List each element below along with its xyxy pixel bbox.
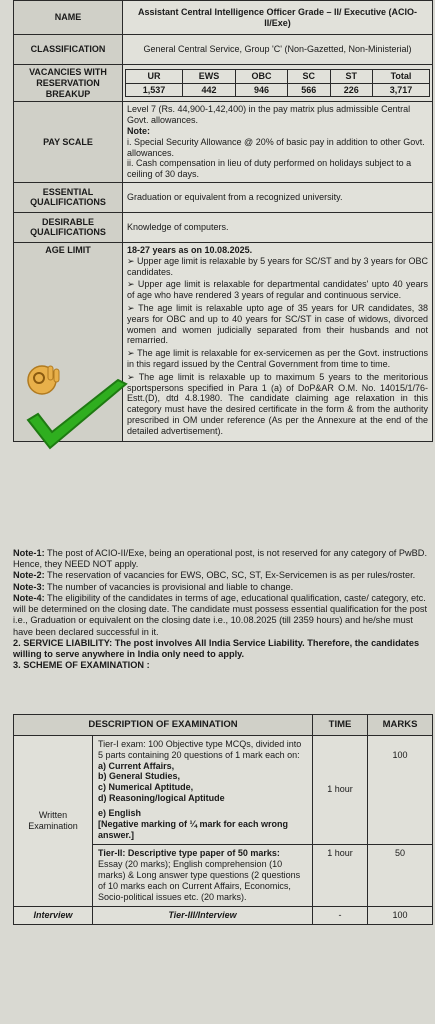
- note-2-label: Note-2:: [13, 570, 45, 581]
- tier1-item: a) Current Affairs,: [98, 760, 175, 771]
- tier1-description: [93, 735, 313, 845]
- vacancy-value: 1,537: [126, 83, 183, 97]
- tier1-note: [Negative marking of ¼ mark for each wrong answer.]: [98, 819, 289, 841]
- pay-value: [123, 102, 433, 183]
- age-point: ➢ The age limit is relaxable for ex-servicemen as per the Govt. instructions in this regard issued by the Central Government from time to time.: [127, 348, 428, 370]
- checkmark-icon: [22, 378, 132, 458]
- pay-label: PAY SCALE: [14, 102, 123, 183]
- name-value: Assistant Central Intelligence Officer Grade – II/ Executive (ACIO-II/Exe): [123, 1, 433, 35]
- tier1-item: c) Numerical Aptitude,: [98, 782, 194, 793]
- name-label: NAME: [14, 1, 123, 35]
- vacancies-label: VACANCIES WITH RESERVATION BREAKUP: [14, 65, 123, 102]
- age-head: 18-27 years as on 10.08.2025.: [127, 244, 253, 255]
- essential-label: ESSENTIAL QUALIFICATIONS: [14, 182, 123, 212]
- tier1-time: 1 hour: [313, 735, 368, 845]
- tier2-text: Essay (20 marks); English comprehension (10 marks) & Long answer type questions (2 questions of 10 marks each on Current Affairs, Economics, Socio-political issues etc. (20 marks).: [98, 859, 301, 903]
- tier2-time: 1 hour: [313, 845, 368, 907]
- exam-scheme-table: [13, 714, 433, 925]
- service-liability: [13, 638, 431, 660]
- note-1-text: The post of ACIO-II/Exe, being an operational post, is not reserved for any category of PwBD. Hence, they NEED NOT apply.: [13, 548, 427, 570]
- vacancy-header: EWS: [182, 69, 235, 83]
- tier1-item: b) General Studies,: [98, 771, 181, 782]
- exam-header-description: DESCRIPTION OF EXAMINATION: [14, 715, 313, 736]
- row-desirable: [14, 212, 433, 242]
- age-point: ➢ Upper age limit is relaxable by 5 years for SC/ST and by 3 years for OBC candidates.: [127, 256, 428, 278]
- interview-description: Tier-III/Interview: [93, 907, 313, 925]
- row-name: [14, 1, 433, 35]
- interview-time: -: [313, 907, 368, 925]
- classification-label: CLASSIFICATION: [14, 35, 123, 65]
- interview-row: [14, 907, 433, 925]
- note-3-text: The number of vacancies is provisional and liable to change.: [47, 581, 294, 592]
- vacancy-header: UR: [126, 69, 183, 83]
- interview-marks: 100: [368, 907, 433, 925]
- vacancy-header: OBC: [235, 69, 287, 83]
- age-point: ➢ The age limit is relaxable up to maximum 5 years to the meritorious sportspersons specified in Para 1 (a) of DoP&AR O.M. No. 14015/1/76-Estt.(D), dtd 4.8.1980. The candidate claiming age relaxation in this category must have the desired certificate in the form & from the authority prescribed in OM under reference (As per the Annexure at the end of the detailed advertisement).: [127, 372, 428, 437]
- pay-level: Level 7 (Rs. 44,900-1,42,400) in the pay matrix plus admissible Central Govt. allowances.: [127, 104, 411, 126]
- tier2-head: Tier-II: Descriptive type paper of 50 marks:: [98, 848, 280, 859]
- age-label: AGE LIMIT: [14, 242, 123, 441]
- service-text: The post involves All India Service Liability. Therefore, the candidates willing to serve anywhere in India only need to apply.: [13, 637, 420, 659]
- classification-value: General Central Service, Group 'C' (Non-Gazetted, Non-Ministerial): [123, 35, 433, 65]
- note-2: [13, 570, 431, 581]
- scheme-heading: 3. SCHEME OF EXAMINATION :: [13, 660, 150, 671]
- vacancy-value: 566: [288, 83, 330, 97]
- tier1-row: [14, 735, 433, 845]
- note-1: [13, 548, 431, 570]
- vacancies-cell: [123, 65, 433, 102]
- tier1-item: d) Reasoning/logical Aptitude: [98, 793, 225, 804]
- note-2-text: The reservation of vacancies for EWS, OBC, SC, ST, Ex-Servicemen is as per rules/roster.: [47, 570, 416, 581]
- exam-header-time: TIME: [313, 715, 368, 736]
- vacancy-header: Total: [373, 69, 430, 83]
- pay-note: Note:: [127, 125, 150, 136]
- row-classification: [14, 35, 433, 65]
- post-details-table: [13, 0, 433, 442]
- written-exam-label: Written Examination: [14, 735, 93, 907]
- age-point: ➢ The age limit is relaxable upto age of 35 years for UR candidates, 38 years for OBC and up to 40 years for SC/ST in case of widows, divorced women and women judicially separated from their husbands and not remarried.: [127, 303, 428, 346]
- note-4: [13, 593, 431, 638]
- note-4-label: Note-4:: [13, 592, 45, 603]
- pay-note-ii: ii. Cash compensation in lieu of duty performed on holidays subject to a ceiling of 30 days.: [127, 158, 412, 180]
- tier2-marks: 50: [368, 845, 433, 907]
- age-value: [123, 242, 433, 441]
- row-vacancies: [14, 65, 433, 102]
- exam-header-marks: MARKS: [368, 715, 433, 736]
- vacancy-header: ST: [330, 69, 372, 83]
- row-essential: [14, 182, 433, 212]
- note-3-label: Note-3:: [13, 581, 45, 592]
- note-3: [13, 582, 431, 593]
- tier1-item: e) English: [98, 808, 142, 819]
- tier1-marks: 100: [368, 735, 433, 845]
- age-point: ➢ Upper age limit is relaxable for departmental candidates' upto 40 years of age who have rendered 3 years of regular and continuous service.: [127, 279, 428, 301]
- note-1-label: Note-1:: [13, 548, 45, 558]
- tier2-description: [93, 845, 313, 907]
- tier1-intro: Tier-I exam: 100 Objective type MCQs, divided into 5 parts containing 20 questions of 1 mark each on:: [98, 738, 302, 760]
- vacancy-value: 442: [182, 83, 235, 97]
- vacancy-header-row: [126, 69, 430, 83]
- interview-label: Interview: [14, 907, 93, 925]
- note-4-text: The eligibility of the candidates in terms of age, educational qualification, caste/ category, etc. will be determined on the closing date. The candidate must possess essential qualification for the post i.e., Graduation or equivalent on the closing date i.e., 10.08.2025 (till 2359 hours) and he/she must have been declared successful in it.: [13, 592, 428, 637]
- vacancy-value-row: [126, 83, 430, 97]
- service-heading: 2. SERVICE LIABILITY:: [13, 637, 113, 648]
- desirable-label: DESIRABLE QUALIFICATIONS: [14, 212, 123, 242]
- vacancy-value: 946: [235, 83, 287, 97]
- pay-note-i: i. Special Security Allowance @ 20% of basic pay in addition to other Govt. allowances.: [127, 136, 425, 158]
- age-relaxation-list: [127, 256, 428, 437]
- vacancy-value: 226: [330, 83, 372, 97]
- desirable-value: Knowledge of computers.: [123, 212, 433, 242]
- vacancy-value: 3,717: [373, 83, 430, 97]
- exam-header-row: [14, 715, 433, 736]
- vacancy-header: SC: [288, 69, 330, 83]
- vacancy-breakup-table: [125, 69, 430, 98]
- essential-value: Graduation or equivalent from a recognized university.: [123, 182, 433, 212]
- notes-section: [13, 548, 431, 671]
- row-pay-scale: [14, 102, 433, 183]
